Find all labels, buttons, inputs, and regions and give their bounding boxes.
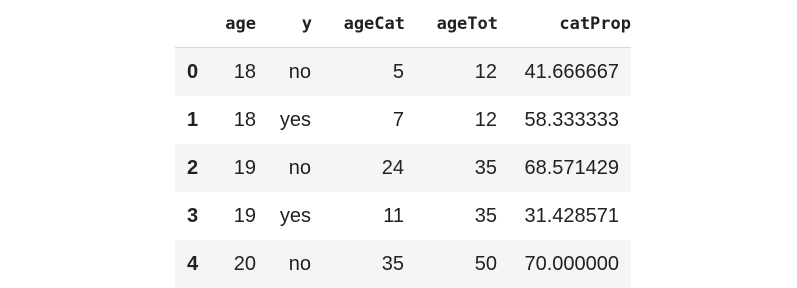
table-row (175, 96, 631, 144)
cell-agecat: 35 (381, 252, 404, 275)
table-row (175, 144, 631, 192)
row-index: 3 (187, 204, 199, 227)
cell-age: 18 (233, 60, 256, 83)
header-row (175, 0, 631, 48)
row-index: 2 (187, 156, 199, 179)
cell-y: yes (279, 108, 311, 131)
cell-y: yes (279, 204, 311, 227)
cell-agecat: 7 (392, 108, 404, 131)
dataframe-table (175, 0, 631, 288)
column-header-agetot: ageTot (405, 0, 498, 48)
column-header-catprop: catProp (498, 0, 631, 48)
cell-catprop: 58.333333 (524, 108, 619, 131)
cell-agetot: 35 (474, 204, 497, 227)
column-header-y: y (256, 0, 312, 48)
cell-catprop: 70.000000 (524, 252, 619, 275)
cell-agecat: 24 (381, 156, 404, 179)
table-row (175, 48, 631, 97)
cell-age: 20 (233, 252, 256, 275)
cell-age: 19 (233, 204, 256, 227)
cell-agetot: 35 (474, 156, 497, 179)
cell-catprop: 68.571429 (524, 156, 619, 179)
cell-agetot: 12 (474, 108, 497, 131)
row-index: 1 (187, 108, 199, 131)
cell-y: no (288, 156, 311, 179)
row-index: 4 (187, 252, 199, 275)
cell-agetot: 50 (474, 252, 497, 275)
table-row (175, 240, 631, 288)
row-index: 0 (187, 60, 199, 83)
cell-catprop: 31.428571 (524, 204, 619, 227)
table-row (175, 192, 631, 240)
cell-agetot: 12 (474, 60, 497, 83)
cell-y: no (288, 60, 311, 83)
column-header-age: age (213, 0, 256, 48)
cell-agecat: 11 (383, 204, 404, 227)
cell-y: no (288, 252, 311, 275)
cell-catprop: 41.666667 (524, 60, 619, 83)
cell-agecat: 5 (392, 60, 404, 83)
column-header-agecat: ageCat (312, 0, 405, 48)
cell-age: 19 (233, 156, 256, 179)
index-header (175, 0, 213, 48)
cell-age: 18 (233, 108, 256, 131)
